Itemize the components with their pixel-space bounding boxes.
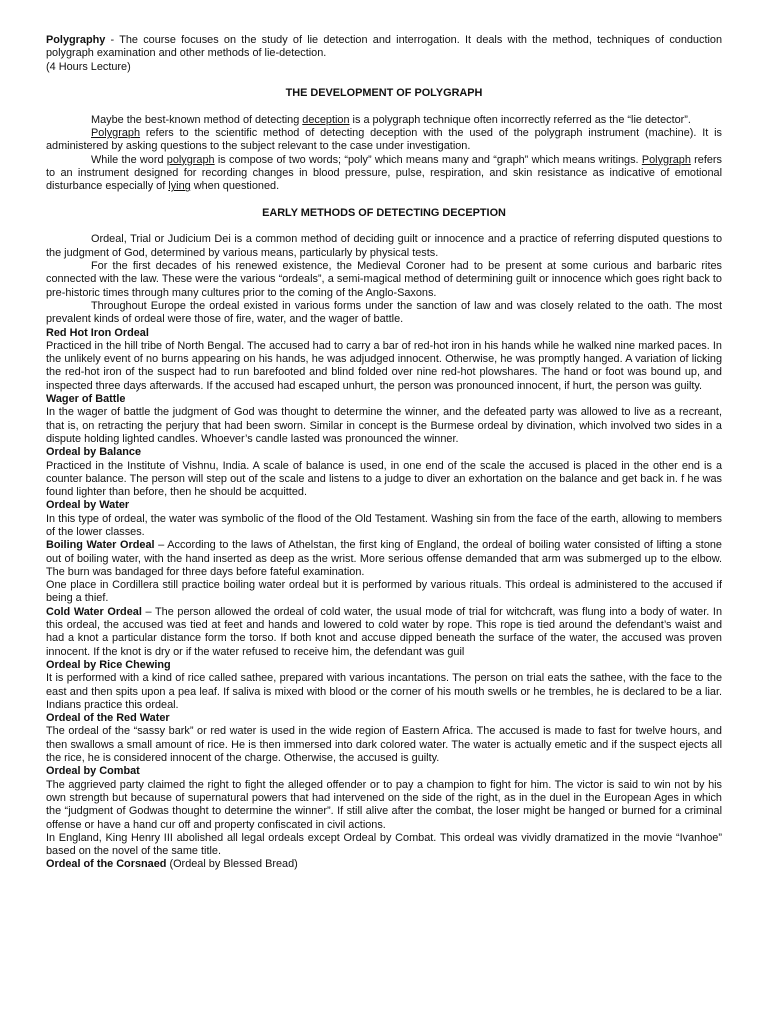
ordeal-description: Practiced in the hill tribe of North Bengal. The accused had to carry a bar of red-hot iron in his hands while he walked nine marked paces. In the unlikely event of no burns appearing on his hands, he was adjudged innocent. Otherwise, he was promptly hanged. A variation of licking the red-hot iron of the suspect had to run barefooted and blind folded over nine red-hot plowshares. The hand or foot was bound up, and inspected three days afterwards. If the accused had escaped unhurt, the person was pronounced innocent, if hurt, the person was guilty. (46, 339, 722, 392)
ordeal-runin-title: Boiling Water Ordeal (46, 539, 155, 552)
ordeal-runin-title: Ordeal of the Corsnaed (46, 858, 167, 871)
ordeal-description: Practiced in the Institute of Vishnu, India. A scale of balance is used, in one end of the scale the accused is placed in the other end is a counter balance. The person will step out of the scale and listens to a judge to diver an exhortation on the balance and get back in. f he was found lighter than before, then he should be acquitted. (46, 459, 722, 499)
underlined-term: polygraph (166, 153, 215, 166)
underlined-term: Polygraph (641, 153, 691, 166)
ordeal-runin-paragraph (46, 539, 722, 579)
plain-paragraph: One place in Cordillera still practice boiling water ordeal but it is performed by various rituals. This ordeal is administered to the accused if being a thief. (46, 579, 722, 605)
ordeal-runin-body: – According to the laws of Athelstan, the first king of England, the ordeal of boiling water consisted of lifting a stone out of boiling water, with the hand inserted as deep as the wrist. More serious offense demanded that arm was submerged up to the elbow. The burn was bandaged for three days before fateful examination. (46, 539, 722, 578)
ordeal-description: In this type of ordeal, the water was symbolic of the flood of the Old Testament. Washing sin from the face of the earth, allowing to members of the lower classes. (46, 512, 722, 538)
text-run: - The course focuses on the study of lie detection and interrogation. It deals with the method, techniques of conduction polygraph examination and other methods of lie-detection. (46, 34, 722, 60)
text-run: While the word (91, 153, 167, 166)
ordeal-runin-paragraph (46, 858, 722, 871)
body-paragraph (46, 154, 722, 194)
heading-early-methods: EARLY METHODS OF DETECTING DECEPTION (262, 206, 506, 219)
ordeal-subheading: Wager of Battle (46, 393, 126, 406)
body-paragraph (46, 260, 722, 300)
underlined-term: deception (302, 113, 350, 126)
ordeal-runin-paragraph (46, 606, 722, 659)
ordeal-subheading: Ordeal by Balance (46, 446, 142, 459)
plain-paragraph: In England, King Henry III abolished all legal ordeals except Ordeal by Combat. This ordeal was vividly dramatized in the movie “Ivanhoe” based on the novel of the same title. (46, 831, 722, 858)
ordeal-description: The ordeal of the “sassy bark” or red water is used in the wide region of Eastern Africa. The accused is made to fast for twelve hours, and then swallows a small amount of rice. He is then immersed into dark colored water. The water is actually emetic and if the suspect ejects all the rice, he is considered innocent of the charge. Otherwise, the accused is guilty. (46, 725, 722, 765)
ordeal-subheading: Red Hot Iron Ordeal (46, 326, 149, 339)
text-run: when questioned. (190, 180, 280, 193)
text-run: refers to the scientific method of detecting deception with the used of the polygraph instrument (machine). It is administered by asking questions to the subject relevant to the case under investigation. (46, 127, 722, 153)
section-early-methods (46, 233, 722, 326)
section-development-of-polygraph (46, 114, 722, 194)
ordeal-description: It is performed with a kind of rice called sathee, prepared with various incantations. The person on trial eats the sathee, with the face to the east and then spits upon a pea leaf. If saliva is mixed with blood or the corner of his mouth swells or he trembles, he is declared to be a liar. Indians practice this ordeal. (46, 672, 722, 711)
course-intro (46, 34, 722, 74)
body-paragraph (46, 300, 722, 327)
text-run: refers to an instrument designed for recording changes in blood pressure, pulse, respiration, and skin resistance as indicative of emotional disturbance especially of (46, 153, 722, 193)
ordeal-runin-title: Cold Water Ordeal (46, 605, 142, 618)
text-run: For the first decades of his renewed existence, the Medieval Coroner had to be present at some curious and barbaric rites connected with the law. These were the various “ordeals”, a semi-magical method of determining guilt or innocence which goes right back to pre-historic times through many cultures prior to the coming of the Anglo-Saxons. (46, 260, 722, 299)
text-run: is compose of two words; “poly” which means many and “graph” which means writings. (214, 153, 642, 166)
text-run: Maybe the best-known method of detecting (91, 113, 303, 126)
bold-term: Polygraphy (46, 34, 106, 46)
intro-paragraph (46, 61, 722, 74)
ordeal-runin-body: – The person allowed the ordeal of cold water, the usual mode of trial for witchcraft, was flung into a body of water. In this ordeal, the accused was tied at feet and hands and lowered to cold water by rope. This rope is tied around the defendant’s waist and had a knot a particular distance form the torso. If both knot and accuse dipped beneath the surface of the water, the accused was proven innocent. If the knot is dry or if the water refused to receive him, the defendant was guil (46, 605, 723, 658)
ordeal-subheading: Ordeal by Water (46, 499, 130, 512)
text-run: is a polygraph technique often incorrectly referred as the “lie detector”. (349, 113, 691, 126)
ordeal-runin-body: (Ordeal by Blessed Bread) (166, 858, 298, 871)
underlined-term: lying (168, 180, 191, 193)
underlined-term: Polygraph (91, 127, 141, 140)
ordeal-description: In the wager of battle the judgment of God was thought to determine the winner, and the defeated party was allowed to live as a recreant, that is, on retracting the perjury that had been sworn. Similar in concept is the Burmese ordeal by divination, which involved two sides in a dispute holding lighted candles. Whoever’s candle lasted was pronounced the winner. (46, 406, 722, 445)
ordeal-description: The aggrieved party claimed the right to fight the alleged offender or to pay a champion to fight for him. The victor is said to win not by his own strength but because of supernatural powers that had intervened on the side of the right, as in the duel in the European Ages in which the “judgment of Godwas thought to determine the winner”. If still alive after the combat, the loser might be hanged or burned for a criminal offense or have a hand cur off and property confiscated in civil actions. (46, 778, 722, 831)
ordeal-subheading: Ordeal by Rice Chewing (46, 658, 171, 671)
heading-development-of-polygraph: THE DEVELOPMENT OF POLYGRAPH (285, 87, 483, 100)
text-run: Throughout Europe the ordeal existed in various forms under the sanction of law and was closely related to the oath. The most prevalent kinds of ordeal were those of fire, water, and the wager of battle. (46, 299, 722, 326)
ordeal-list (46, 327, 722, 872)
body-paragraph (46, 114, 722, 127)
body-paragraph (46, 127, 722, 154)
ordeal-subheading: Ordeal by Combat (46, 765, 140, 778)
body-paragraph (46, 233, 722, 260)
ordeal-subheading: Ordeal of the Red Water (46, 712, 170, 725)
text-run: (4 Hours Lecture) (46, 60, 131, 73)
intro-paragraph (46, 34, 722, 61)
text-run: Ordeal, Trial or Judicium Dei is a common method of deciding guilt or innocence and a practice of referring disputed questions to the judgment of God, determined by various means, particularly by physical tests. (46, 233, 722, 259)
